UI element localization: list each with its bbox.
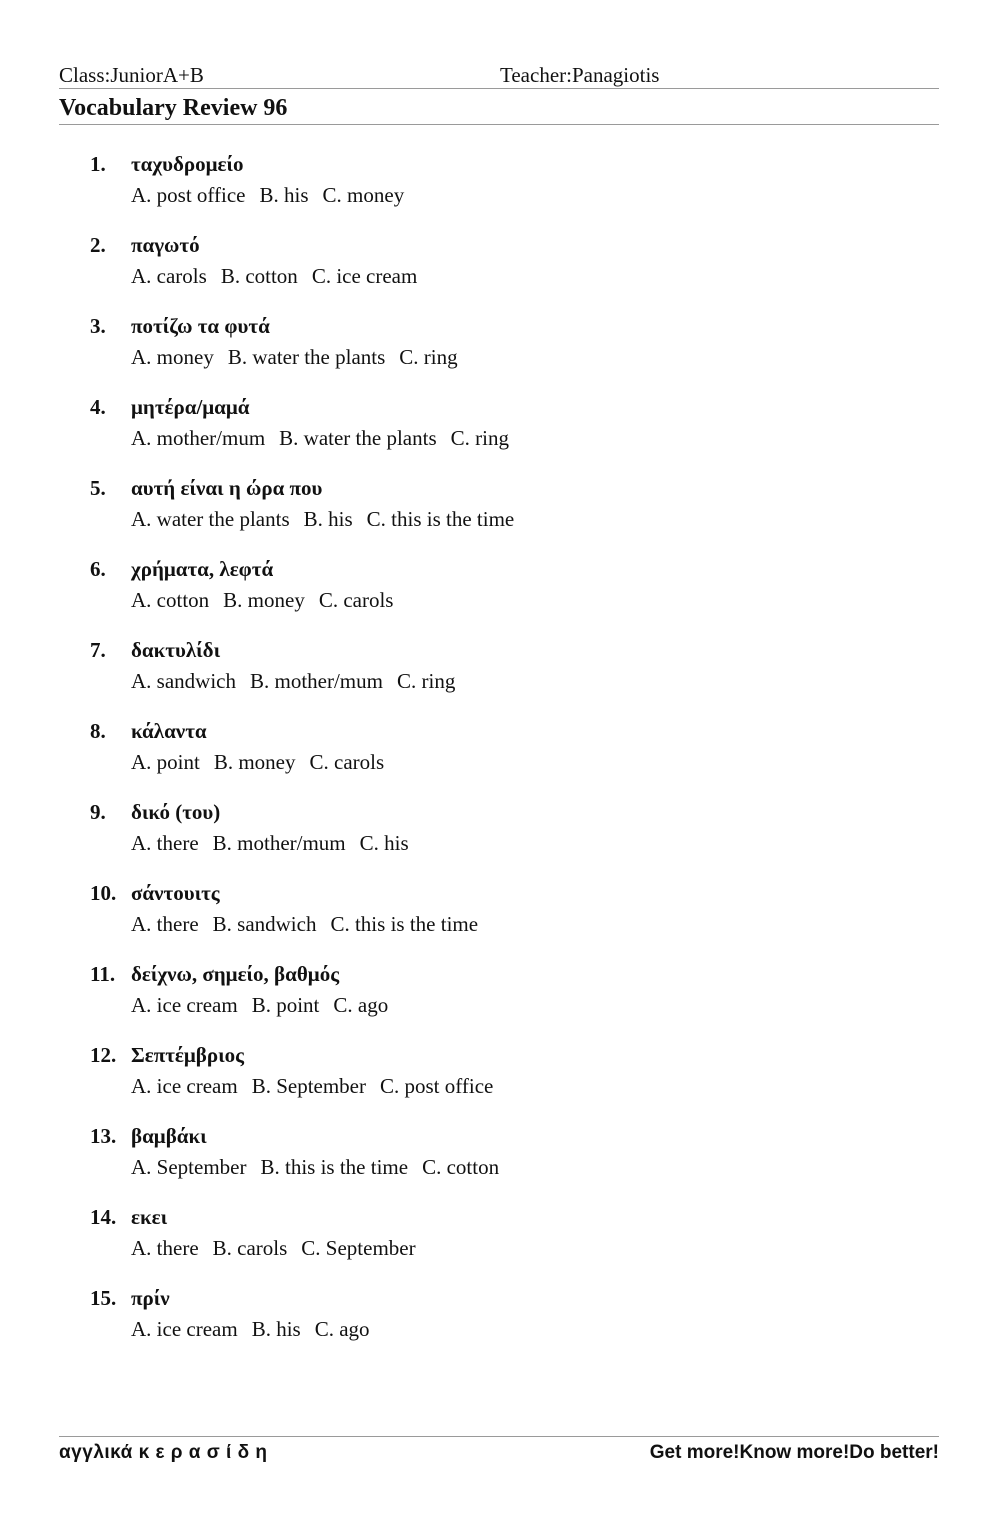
answer-options [131,344,458,370]
answer-option[interactable]: A. cotton [131,588,210,612]
answer-options [131,1316,370,1342]
answer-options [131,992,388,1018]
answer-option[interactable]: C. cotton [422,1155,500,1179]
answer-option[interactable]: C. this is the time [366,507,515,531]
answer-options [131,1154,499,1180]
question-item [0,1042,1000,1112]
answer-option[interactable]: A. ice cream [131,993,238,1017]
question-item [0,232,1000,302]
answer-option[interactable]: B. sandwich [212,912,317,936]
answer-option[interactable]: B. his [259,183,309,207]
worksheet-header [59,62,939,88]
question-term: χρήματα, λεφτά [131,557,274,581]
answer-option[interactable]: A. sandwich [131,669,236,693]
question-term: βαμβάκι [131,1124,207,1148]
question-item [0,1285,1000,1355]
answer-option[interactable]: B. point [251,993,320,1017]
answer-option[interactable]: A. water the plants [131,507,290,531]
answer-options [131,587,393,613]
question-item [0,1204,1000,1274]
question-number: 13. [90,1124,117,1148]
answer-options [131,668,455,694]
answer-option[interactable]: B. money [223,588,305,612]
answer-option[interactable]: C. ice cream [311,264,418,288]
question-number: 14. [90,1205,117,1229]
answer-option[interactable]: C. carols [318,588,394,612]
footer-brand: αγγλικά κ ε ρ α σ ί δ η [59,1442,268,1463]
answer-option[interactable]: B. money [213,750,296,774]
question-term: μητέρα/μαμά [131,395,250,419]
answer-options [131,506,514,532]
question-term: αυτή είναι η ώρα που [131,476,323,500]
answer-options [131,182,404,208]
question-term: σάντουιτς [131,881,220,905]
class-label: Class:JuniorA+B [59,63,204,87]
header-divider [59,88,939,89]
answer-options [131,1235,416,1261]
answer-option[interactable]: B. water the plants [227,345,386,369]
question-term: Σεπτέμβριος [131,1043,244,1067]
title-divider [59,124,939,125]
answer-option[interactable]: B. water the plants [279,426,437,450]
answer-option[interactable]: A. money [131,345,214,369]
question-term: πρίν [131,1286,170,1310]
question-term: δικό (του) [131,800,221,824]
answer-option[interactable]: A. there [131,1236,199,1260]
question-item [0,718,1000,788]
answer-option[interactable]: A. there [131,831,199,855]
answer-option[interactable]: C. his [359,831,409,855]
question-number: 3. [90,314,106,338]
answer-option[interactable]: A. ice cream [131,1074,238,1098]
question-number: 4. [90,395,106,419]
answer-option[interactable]: C. money [322,183,405,207]
teacher-label: Teacher:Panagiotis [500,63,660,87]
answer-option[interactable]: C. post office [380,1074,494,1098]
answer-option[interactable]: A. mother/mum [131,426,266,450]
question-number: 2. [90,233,106,257]
question-term: δείχνω, σημείο, βαθμός [131,962,340,986]
answer-option[interactable]: C. ago [314,1317,370,1341]
question-item [0,961,1000,1031]
question-number: 9. [90,800,106,824]
question-number: 11. [90,962,116,986]
answer-options [131,1073,493,1099]
answer-option[interactable]: B. September [251,1074,366,1098]
answer-option[interactable]: B. mother/mum [249,669,383,693]
answer-option[interactable]: B. carols [212,1236,288,1260]
answer-option[interactable]: C. carols [309,750,385,774]
question-number: 8. [90,719,106,743]
question-item [0,880,1000,950]
answer-option[interactable]: A. ice cream [131,1317,238,1341]
answer-option[interactable]: A. carols [131,264,207,288]
question-term: ταχυδρομείο [131,152,244,176]
answer-options [131,911,478,937]
question-item [0,313,1000,383]
question-number: 5. [90,476,106,500]
question-term: εκει [131,1205,168,1229]
answer-option[interactable]: C. ring [396,669,456,693]
footer-slogan: Get more!Know more!Do better! [649,1442,939,1463]
answer-option[interactable]: C. ring [450,426,509,450]
answer-option[interactable]: C. this is the time [330,912,479,936]
answer-option[interactable]: B. his [251,1317,301,1341]
answer-option[interactable]: A. point [131,750,200,774]
answer-options [131,263,417,289]
question-number: 1. [90,152,106,176]
question-term: κάλαντα [131,719,207,743]
footer-divider [59,1436,939,1437]
answer-option[interactable]: B. this is the time [260,1155,409,1179]
question-number: 12. [90,1043,117,1067]
question-term: παγωτό [131,233,200,257]
question-term: ποτίζω τα φυτά [131,314,270,338]
question-item [0,394,1000,464]
answer-options [131,830,409,856]
question-item [0,1123,1000,1193]
question-item [0,637,1000,707]
question-item [0,151,1000,221]
answer-option[interactable]: B. cotton [220,264,298,288]
answer-option[interactable]: B. his [303,507,353,531]
answer-option[interactable]: A. September [131,1155,247,1179]
answer-option[interactable]: C. ago [333,993,389,1017]
question-item [0,799,1000,869]
question-item [0,475,1000,545]
answer-option[interactable]: C. ring [399,345,458,369]
question-item [0,556,1000,626]
question-number: 10. [90,881,117,905]
answer-option[interactable]: A. post office [131,183,246,207]
page-title: Vocabulary Review 96 [59,95,288,121]
question-number: 7. [90,638,106,662]
answer-options [131,425,509,451]
answer-option[interactable]: B. mother/mum [212,831,346,855]
answer-options [131,749,384,775]
question-number: 15. [90,1286,117,1310]
question-number: 6. [90,557,106,581]
answer-option[interactable]: A. there [131,912,199,936]
question-term: δακτυλίδι [131,638,221,662]
answer-option[interactable]: C. September [301,1236,416,1260]
